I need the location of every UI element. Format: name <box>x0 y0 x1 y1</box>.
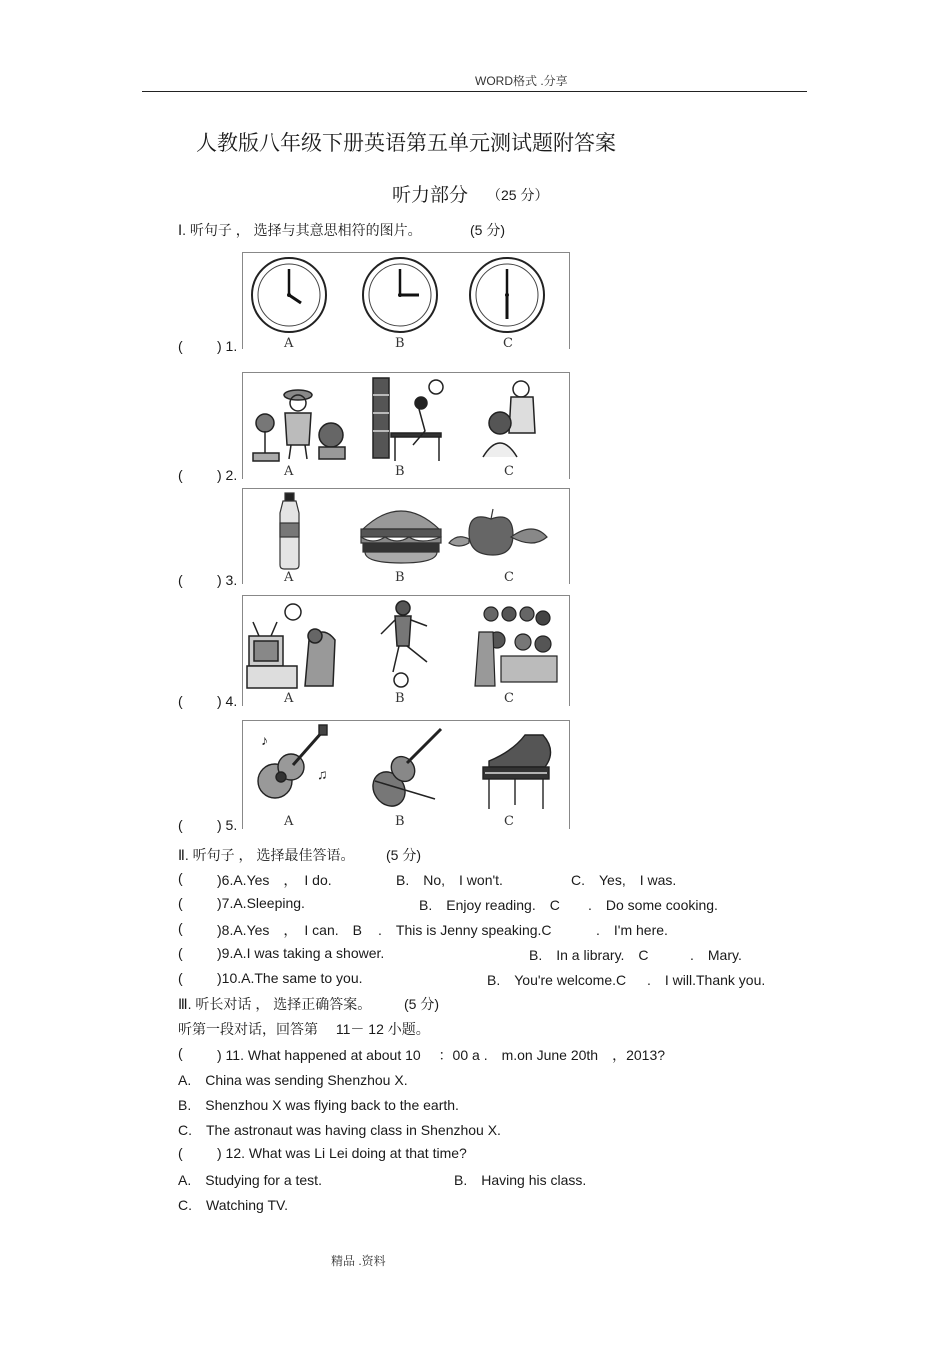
clock-icon <box>252 258 326 332</box>
barber-icon <box>483 381 535 457</box>
q12-option-a: A. Studying for a test. <box>178 1172 322 1188</box>
classroom-icon <box>475 607 557 686</box>
question-number: ) 5. <box>217 817 238 833</box>
question-4-images <box>242 595 570 706</box>
option-c: . Mary. <box>690 947 742 963</box>
option-a: )6.A.Yes ， I do. <box>217 872 332 888</box>
answer-paren: ( <box>178 338 183 354</box>
option-label: B <box>395 464 405 479</box>
option-label: A <box>284 814 294 829</box>
page-header: WORD格式 .分享 <box>475 74 568 88</box>
option-label: C <box>504 814 514 829</box>
answer-paren: ( <box>178 970 183 986</box>
answer-paren: ( <box>178 693 183 709</box>
question-number: ) 1. <box>217 338 238 354</box>
section1-score: (5 分) <box>470 222 505 238</box>
page-title: 人教版八年级下册英语第五单元测试题附答案 <box>196 131 616 155</box>
option-label: A <box>284 691 294 706</box>
answer-paren: ( <box>178 467 183 483</box>
option-b: B. Enjoy reading. C <box>419 897 560 913</box>
option-a: )9.A.I was taking a shower. <box>217 945 385 961</box>
question-1-images <box>242 252 570 349</box>
answer-paren: ( <box>178 870 183 886</box>
option-label: C <box>504 691 514 706</box>
svg-text:♫: ♫ <box>317 766 328 782</box>
clock-icon <box>470 258 544 332</box>
watching-tv-icon <box>247 604 335 688</box>
question-2-images <box>242 372 570 479</box>
option-label: B <box>395 814 405 829</box>
page-footer: 精品 .资料 <box>331 1254 386 1268</box>
question-3-images <box>242 488 570 584</box>
hamburger-icon <box>361 511 441 563</box>
question-number: ) 2. <box>217 467 238 483</box>
cello-icon <box>366 729 441 812</box>
option-a: )10.A.The same to you. <box>217 970 363 986</box>
option-c: . I'm here. <box>596 922 668 938</box>
option-b: B. No, I won't. <box>396 872 503 888</box>
answer-paren: ( <box>178 1145 183 1161</box>
option-label: A <box>284 570 294 584</box>
option-b: . This is Jenny speaking.C <box>378 922 552 938</box>
water-bottle-icon <box>280 493 299 569</box>
option-label: C <box>504 464 514 479</box>
option-b: B. You're welcome.C <box>487 972 627 988</box>
apple-icon <box>449 509 547 555</box>
option-label: B <box>395 570 405 584</box>
piano-icon <box>483 735 551 809</box>
header-rule <box>142 91 807 92</box>
option-label: A <box>284 464 294 479</box>
answer-paren: ( <box>178 817 183 833</box>
question-12: ) 12. What was Li Lei doing at that time? <box>217 1145 467 1161</box>
question-11: ) 11. What happened at about 10 ：00 a . m.on June 20th ，2013? <box>217 1047 666 1063</box>
option-c: C. Yes, I was. <box>571 872 677 888</box>
option-b: B. In a library. C <box>529 947 649 963</box>
svg-text:♪: ♪ <box>261 732 268 748</box>
section2-heading: Ⅱ. 听句子 ， 选择最佳答语。 <box>178 847 355 863</box>
answer-paren: ( <box>178 572 183 588</box>
gardener-icon <box>253 390 345 461</box>
section3-heading: Ⅲ. 听长对话 ， 选择正确答案。 <box>178 996 372 1012</box>
clock-icon <box>363 258 437 332</box>
answer-paren: ( <box>178 945 183 961</box>
section2-score: (5 分) <box>386 847 421 863</box>
section3-instruction: 听第一段对话，回答第 11－ 12 小题。 <box>178 1021 430 1037</box>
option-label: B <box>395 336 405 349</box>
answer-paren: ( <box>178 1045 183 1061</box>
option-c: . Do some cooking. <box>588 897 718 913</box>
listening-score: （25 分） <box>487 187 549 203</box>
listening-heading: 听力部分 <box>392 184 469 206</box>
shelf-reading-icon <box>373 378 443 461</box>
option-a: )7.A.Sleeping. <box>217 895 305 911</box>
section3-score: (5 分) <box>404 996 439 1012</box>
question-5-images <box>242 720 570 829</box>
question-number: ) 3. <box>217 572 238 588</box>
section1-heading: Ⅰ. 听句子 ， 选择与其意思相符的图片。 <box>178 222 422 238</box>
option-label: C <box>504 570 514 584</box>
option-label: B <box>395 691 405 706</box>
q12-option-b: B. Having his class. <box>454 1172 587 1188</box>
option-label: A <box>284 336 294 349</box>
answer-paren: ( <box>178 920 183 936</box>
guitar-icon <box>258 725 328 798</box>
answer-paren: ( <box>178 895 183 911</box>
q11-option-c: C. The astronaut was having class in Shenzhou X. <box>178 1122 501 1138</box>
option-label: C <box>503 336 513 349</box>
option-a: )8.A.Yes ， I can. B <box>217 922 362 938</box>
q12-option-c: C. Watching TV. <box>178 1197 288 1213</box>
question-number: ) 4. <box>217 693 238 709</box>
soccer-player-icon <box>381 601 427 687</box>
q11-option-b: B. Shenzhou X was flying back to the earth. <box>178 1097 459 1113</box>
option-c: . I will.Thank you. <box>647 972 766 988</box>
q11-option-a: A. China was sending Shenzhou X. <box>178 1072 408 1088</box>
